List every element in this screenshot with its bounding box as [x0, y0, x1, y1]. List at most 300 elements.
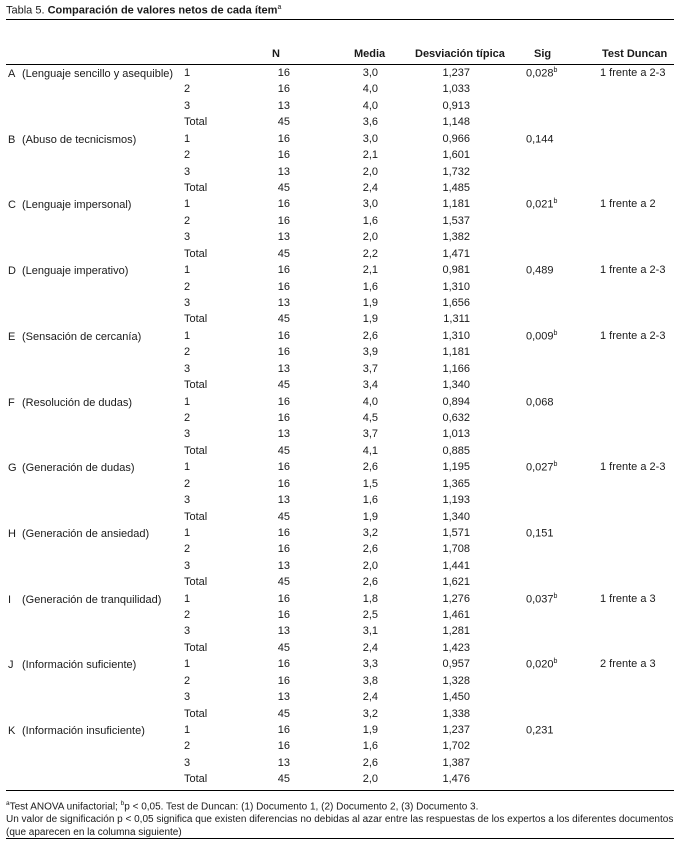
item-sig	[526, 133, 554, 146]
row-desviacion: 1,382	[442, 231, 470, 244]
row-desviacion: 1,471	[442, 247, 470, 260]
item-label: (Lenguaje sencillo y asequible)	[22, 68, 174, 80]
item-sig-superscript: b	[553, 198, 558, 206]
row-level: 3	[184, 165, 191, 178]
item-sig-value: 0,231	[526, 724, 554, 737]
item-duncan: 1 frente a 2	[600, 198, 656, 211]
row-desviacion: 1,485	[442, 182, 470, 195]
row-desviacion: 1,476	[442, 773, 470, 786]
item-sig-value: 0,028	[526, 67, 554, 80]
table-row	[0, 658, 680, 675]
item-sig-superscript: b	[553, 329, 558, 337]
bottom-rule	[6, 790, 674, 791]
row-media: 3,2	[362, 526, 378, 539]
item-sig-value: 0,151	[526, 527, 554, 540]
item-label: (Lenguaje impersonal)	[22, 199, 132, 212]
item-label: (Resolución de dudas)	[22, 396, 133, 409]
header-duncan: Test Duncan	[602, 48, 668, 60]
item-label: (Generación de ansiedad)	[22, 527, 150, 540]
row-n: 16	[277, 198, 290, 211]
row-media: 3,0	[362, 132, 378, 145]
row-level: Total	[184, 116, 208, 129]
row-level: Total	[184, 773, 208, 786]
row-desviacion: 1,441	[442, 559, 470, 572]
row-n: 16	[277, 461, 290, 474]
header-rule	[6, 64, 674, 65]
row-media: 1,8	[362, 592, 378, 605]
row-level: 3	[184, 296, 191, 309]
row-media: 1,9	[362, 510, 378, 523]
row-desviacion: 1,340	[442, 510, 470, 523]
table-row	[0, 708, 680, 725]
table-row	[0, 281, 680, 298]
item-label: (Generación de tranquilidad)	[22, 593, 162, 606]
row-level: 1	[184, 395, 191, 408]
row-level: 3	[184, 691, 191, 704]
caption-superscript: a	[277, 4, 282, 11]
item-sig	[526, 67, 557, 80]
table-row	[0, 297, 680, 314]
table-row	[0, 215, 680, 232]
item-group	[0, 724, 680, 790]
header-desviacion: Desviación típica	[415, 48, 505, 60]
row-n: 16	[277, 149, 290, 162]
row-media: 3,0	[362, 198, 378, 211]
row-media: 1,9	[362, 296, 378, 309]
row-desviacion: 1,571	[442, 526, 470, 539]
item-sig-value: 0,489	[526, 264, 554, 277]
row-media: 1,9	[362, 724, 378, 736]
row-media: 2,4	[362, 182, 378, 195]
note-line-2: Un valor de significación p < 0,05 significa que existen diferencias no debidas al azar entre las respuestas de los expertos a los diferentes documentos (que aparecen en la columna siguiente)	[6, 814, 674, 839]
table-row	[0, 724, 680, 741]
row-n: 13	[277, 231, 290, 244]
item-label: (Generación de dudas)	[22, 462, 135, 475]
item-sig	[526, 330, 557, 343]
row-n: 13	[277, 756, 290, 769]
item-sig-value: 0,021	[526, 199, 554, 212]
row-media: 3,8	[362, 674, 378, 687]
row-desviacion: 1,281	[442, 625, 470, 638]
row-media: 1,6	[362, 214, 378, 227]
table-row	[0, 67, 680, 84]
item-group	[0, 67, 680, 133]
row-level: 2	[184, 477, 191, 490]
row-level: 1	[184, 724, 191, 736]
table-row	[0, 527, 680, 544]
row-level: Total	[184, 641, 208, 654]
row-level: 3	[184, 428, 191, 441]
row-n: 16	[277, 543, 290, 556]
item-duncan: 1 frente a 3	[600, 592, 656, 605]
row-media: 2,2	[362, 247, 378, 260]
item-letter: G	[8, 462, 17, 475]
row-desviacion: 1,461	[442, 609, 470, 622]
row-desviacion: 1,311	[443, 313, 470, 326]
row-n: 16	[277, 264, 290, 277]
row-n: 13	[277, 691, 290, 704]
item-group	[0, 527, 680, 593]
row-media: 2,0	[362, 773, 378, 786]
row-n: 45	[277, 116, 290, 129]
header-media: Media	[354, 48, 386, 60]
row-level: 3	[184, 559, 191, 572]
row-desviacion: 1,601	[442, 149, 470, 162]
row-desviacion: 1,033	[442, 83, 470, 96]
row-level: 1	[184, 264, 191, 277]
row-level: Total	[184, 247, 208, 260]
row-n: 13	[277, 428, 290, 441]
row-media: 2,0	[362, 231, 378, 244]
top-rule	[6, 19, 674, 20]
item-group	[0, 264, 680, 330]
row-desviacion: 1,166	[442, 362, 470, 375]
item-sig	[526, 264, 554, 277]
row-level: 2	[184, 83, 191, 96]
table-row	[0, 198, 680, 215]
row-n: 13	[277, 296, 290, 309]
row-n: 16	[277, 132, 290, 145]
table-row	[0, 445, 680, 462]
caption-prefix: Tabla 5.	[6, 4, 45, 17]
row-media: 2,1	[362, 149, 378, 162]
row-n: 16	[277, 740, 290, 753]
item-sig-superscript: b	[553, 592, 558, 600]
item-sig	[526, 396, 554, 409]
table-row	[0, 494, 680, 511]
table-row	[0, 100, 680, 117]
row-media: 2,5	[362, 609, 378, 622]
item-group	[0, 198, 680, 264]
table-row	[0, 757, 680, 774]
row-media: 2,0	[362, 559, 378, 572]
row-media: 4,0	[362, 395, 378, 408]
row-level: Total	[184, 444, 208, 457]
row-level: 3	[184, 756, 191, 769]
row-desviacion: 0,632	[442, 411, 470, 424]
item-duncan: 1 frente a 2-3	[600, 67, 666, 79]
row-media: 2,0	[362, 165, 378, 178]
row-n: 45	[277, 510, 290, 523]
row-media: 4,0	[362, 99, 378, 112]
row-media: 3,1	[362, 625, 378, 638]
final-rule	[6, 838, 674, 839]
row-n: 16	[277, 674, 290, 687]
row-level: Total	[184, 707, 208, 720]
table-row	[0, 740, 680, 757]
table-row	[0, 133, 680, 150]
table-row	[0, 625, 680, 642]
table-row	[0, 313, 680, 330]
table-row	[0, 83, 680, 100]
row-desviacion: 1,181	[442, 198, 470, 211]
item-label: (Abuso de tecnicismos)	[22, 133, 137, 146]
item-group	[0, 658, 680, 724]
caption-title: Comparación de valores netos de cada ítem	[47, 4, 278, 17]
table-row	[0, 576, 680, 593]
row-desviacion: 1,310	[442, 329, 470, 342]
item-letter: K	[8, 725, 16, 737]
table-row	[0, 248, 680, 265]
item-sig	[526, 593, 557, 606]
row-n: 16	[277, 609, 290, 622]
row-desviacion: 1,193	[442, 494, 470, 507]
row-desviacion: 1,148	[442, 116, 470, 129]
row-desviacion: 1,340	[442, 379, 470, 392]
table-row	[0, 363, 680, 380]
row-media: 2,4	[362, 691, 378, 704]
row-level: 1	[184, 658, 191, 671]
row-level: 1	[184, 461, 191, 474]
row-level: 3	[184, 362, 191, 375]
table-row	[0, 116, 680, 133]
row-n: 16	[277, 411, 290, 424]
row-desviacion: 1,656	[442, 296, 470, 309]
table-row	[0, 543, 680, 560]
table-row	[0, 478, 680, 495]
row-level: 2	[184, 411, 191, 424]
row-media: 1,6	[362, 740, 378, 753]
row-media: 4,5	[362, 411, 378, 424]
item-group	[0, 133, 680, 199]
row-n: 16	[277, 67, 290, 79]
row-n: 45	[277, 379, 290, 392]
row-desviacion: 1,537	[442, 214, 470, 227]
item-sig-value: 0,068	[526, 396, 554, 409]
row-media: 3,7	[362, 428, 378, 441]
row-n: 45	[277, 773, 290, 786]
row-desviacion: 0,894	[442, 395, 470, 408]
table-notes	[6, 797, 674, 839]
row-n: 13	[277, 625, 290, 638]
row-n: 16	[277, 592, 290, 605]
item-sig	[526, 658, 557, 671]
table-row	[0, 166, 680, 183]
row-media: 3,6	[362, 116, 378, 129]
row-n: 45	[277, 247, 290, 260]
table-row	[0, 264, 680, 281]
item-letter: A	[8, 68, 16, 80]
row-level: 1	[184, 198, 191, 211]
row-n: 16	[277, 395, 290, 408]
item-letter: F	[8, 396, 15, 409]
row-desviacion: 1,702	[442, 740, 470, 753]
row-n: 16	[277, 214, 290, 227]
row-n: 13	[277, 165, 290, 178]
row-media: 1,6	[362, 280, 378, 293]
item-letter: E	[8, 330, 16, 343]
row-desviacion: 0,981	[442, 264, 470, 277]
row-level: Total	[184, 313, 208, 326]
item-label: (Lenguaje imperativo)	[22, 265, 129, 278]
row-media: 1,9	[362, 313, 378, 326]
row-desviacion: 0,966	[442, 132, 470, 145]
row-desviacion: 1,621	[442, 576, 470, 589]
item-sig	[526, 724, 554, 737]
row-desviacion: 1,338	[442, 707, 470, 720]
row-desviacion: 1,276	[442, 592, 470, 605]
item-sig-value: 0,027	[526, 461, 554, 474]
row-n: 16	[277, 658, 290, 671]
row-level: 2	[184, 740, 191, 753]
item-label: (Información suficiente)	[22, 659, 137, 672]
table-row	[0, 428, 680, 445]
item-letter: D	[8, 265, 16, 278]
row-n: 16	[277, 346, 290, 359]
row-level: 3	[184, 625, 191, 638]
row-level: 2	[184, 149, 191, 162]
row-n: 13	[277, 362, 290, 375]
row-level: Total	[184, 379, 208, 392]
item-sig-value: 0,037	[526, 593, 554, 606]
row-media: 3,4	[362, 379, 378, 392]
table-row	[0, 511, 680, 528]
row-media: 4,1	[362, 444, 378, 457]
row-n: 45	[277, 182, 290, 195]
row-media: 3,0	[362, 67, 378, 79]
row-n: 45	[277, 641, 290, 654]
row-n: 45	[277, 313, 290, 326]
row-desviacion: 1,732	[442, 165, 470, 178]
header-n: N	[272, 48, 280, 60]
item-group	[0, 330, 680, 396]
row-n: 45	[277, 707, 290, 720]
item-letter: J	[8, 659, 14, 672]
table-row	[0, 691, 680, 708]
row-n: 16	[277, 477, 290, 490]
row-level: Total	[184, 576, 208, 589]
row-desviacion: 1,181	[442, 346, 470, 359]
row-desviacion: 0,913	[442, 99, 470, 112]
row-desviacion: 1,365	[442, 477, 470, 490]
table-row	[0, 560, 680, 577]
item-label: (Información insuficiente)	[22, 725, 145, 737]
item-sig-superscript: b	[553, 658, 558, 666]
row-n: 16	[277, 83, 290, 96]
row-media: 3,2	[362, 707, 378, 720]
item-sig	[526, 198, 557, 211]
note-line-1	[6, 797, 674, 813]
row-level: 2	[184, 543, 191, 556]
row-desviacion: 1,237	[442, 724, 470, 736]
row-n: 13	[277, 494, 290, 507]
row-media: 1,5	[362, 477, 378, 490]
row-n: 16	[277, 280, 290, 293]
row-level: 1	[184, 132, 191, 145]
table-row	[0, 231, 680, 248]
row-desviacion: 0,957	[442, 658, 470, 671]
row-desviacion: 1,195	[442, 461, 470, 474]
row-level: Total	[184, 510, 208, 523]
row-desviacion: 1,328	[442, 674, 470, 687]
item-group	[0, 461, 680, 527]
item-sig-superscript: b	[553, 67, 558, 74]
row-media: 2,6	[362, 329, 378, 342]
row-level: 2	[184, 346, 191, 359]
note-text-a: Test ANOVA unifactorial;	[9, 801, 121, 813]
row-desviacion: 1,013	[442, 428, 470, 441]
row-media: 2,4	[362, 641, 378, 654]
row-media: 2,6	[362, 756, 378, 769]
row-desviacion: 1,708	[442, 543, 470, 556]
item-group	[0, 396, 680, 462]
row-desviacion: 1,423	[442, 641, 470, 654]
row-level: 2	[184, 280, 191, 293]
table-row	[0, 593, 680, 610]
table-row	[0, 396, 680, 413]
note-sup-b: b	[120, 800, 125, 807]
row-level: 1	[184, 592, 191, 605]
table-row	[0, 182, 680, 199]
item-sig-superscript: b	[553, 461, 558, 469]
item-duncan: 1 frente a 2-3	[600, 329, 666, 342]
row-desviacion: 1,450	[442, 691, 470, 704]
item-sig-value: 0,009	[526, 330, 554, 343]
row-level: 1	[184, 329, 191, 342]
table-row	[0, 461, 680, 478]
row-level: 3	[184, 494, 191, 507]
row-level: 2	[184, 609, 191, 622]
row-n: 45	[277, 444, 290, 457]
row-n: 13	[277, 559, 290, 572]
table-row	[0, 379, 680, 396]
table-row	[0, 773, 680, 790]
row-media: 2,6	[362, 576, 378, 589]
item-duncan: 2 frente a 3	[600, 658, 656, 671]
item-duncan: 1 frente a 2-3	[600, 264, 666, 277]
table-row	[0, 675, 680, 692]
row-level: Total	[184, 182, 208, 195]
note-text-b: p < 0,05. Test de Duncan: (1) Documento 1, (2) Documento 2, (3) Documento 3.	[124, 801, 479, 813]
table-row	[0, 330, 680, 347]
item-sig-value: 0,020	[526, 658, 554, 671]
item-letter: I	[8, 593, 12, 606]
item-label: (Sensación de cercanía)	[22, 330, 142, 343]
row-n: 16	[277, 329, 290, 342]
row-level: 1	[184, 526, 191, 539]
row-desviacion: 1,387	[442, 756, 470, 769]
row-level: 2	[184, 674, 191, 687]
row-desviacion: 0,885	[442, 444, 470, 457]
item-letter: B	[8, 133, 16, 146]
item-sig	[526, 527, 554, 540]
item-sig-value: 0,144	[526, 133, 554, 146]
item-duncan: 1 frente a 2-3	[600, 461, 666, 474]
header-sig: Sig	[534, 48, 552, 60]
table-caption	[6, 4, 281, 17]
row-media: 1,6	[362, 494, 378, 507]
row-n: 16	[277, 724, 290, 736]
row-media: 2,1	[362, 264, 378, 277]
row-n: 16	[277, 526, 290, 539]
row-media: 4,0	[362, 83, 378, 96]
item-sig	[526, 461, 557, 474]
note-sup-a: a	[6, 800, 10, 807]
row-level: 1	[184, 67, 191, 79]
row-level: 3	[184, 99, 191, 112]
row-media: 2,6	[362, 543, 378, 556]
row-n: 13	[277, 99, 290, 112]
table-row	[0, 642, 680, 659]
item-letter: C	[8, 199, 16, 212]
row-media: 3,3	[362, 658, 378, 671]
row-level: 2	[184, 214, 191, 227]
row-n: 45	[277, 576, 290, 589]
row-desviacion: 1,310	[442, 280, 470, 293]
item-letter: H	[8, 527, 16, 540]
table-row	[0, 609, 680, 626]
table-row	[0, 412, 680, 429]
